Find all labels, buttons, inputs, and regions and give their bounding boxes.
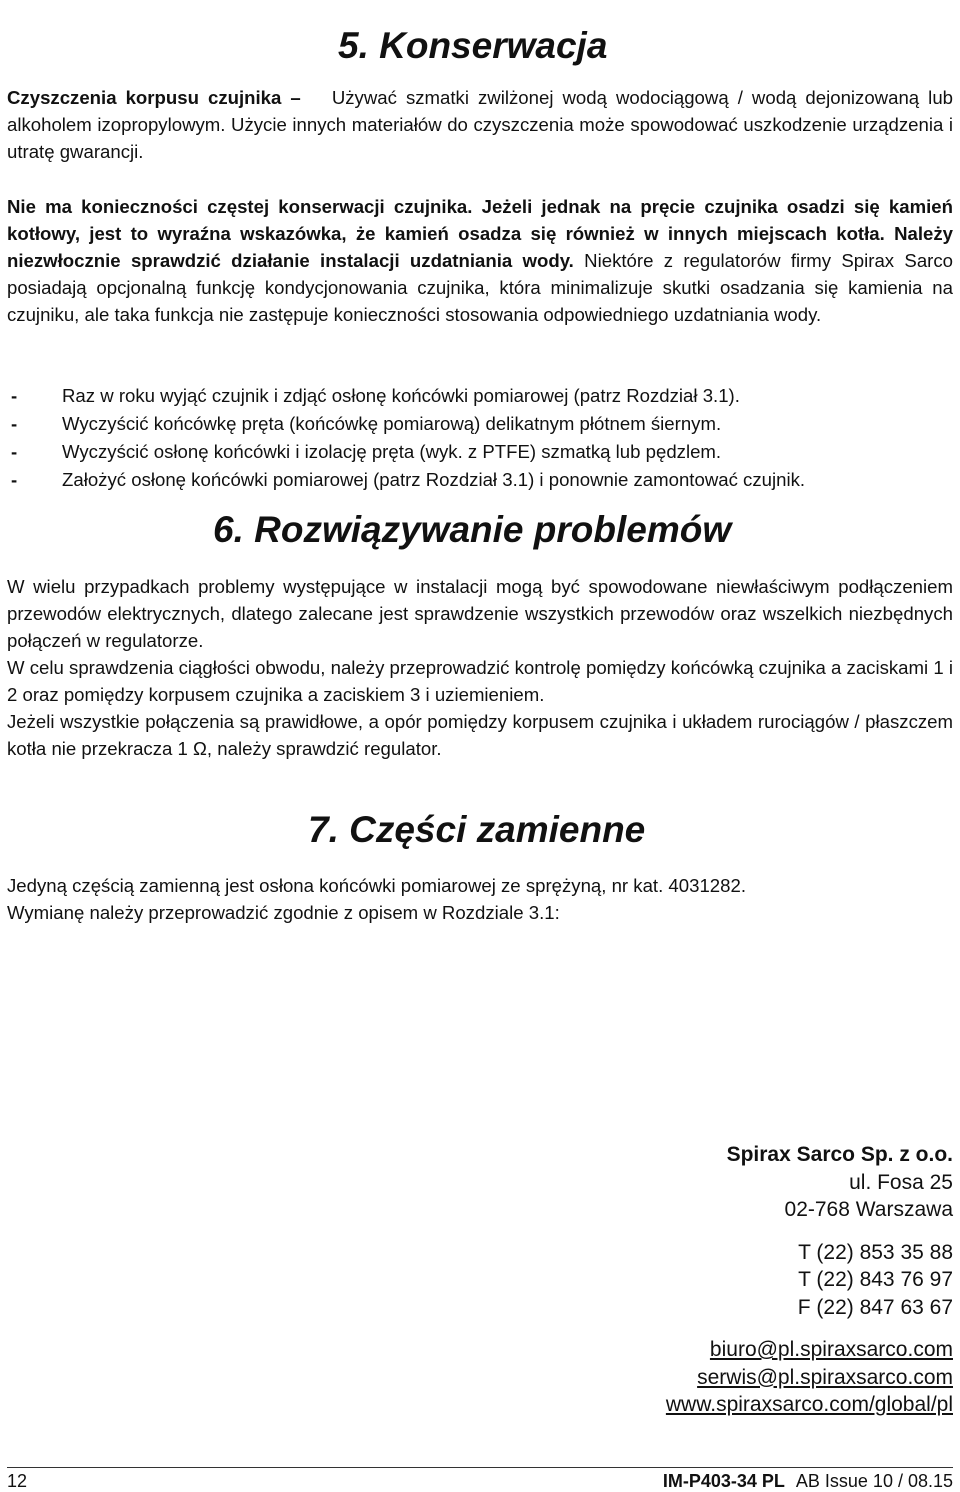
cleaning-paragraph [7, 84, 953, 165]
troubleshooting-paragraph: W wielu przypadkach problemy występujące w instalacji mogą być spowodowane niewłaściwym podłączeniem przewodów elektrycznych, dlatego zalecane jest sprawdzenie wszystkich przewodów oraz wszelkich niezbędnych połączeń w regulatorze. [7, 576, 953, 651]
company-name: Spirax Sarco Sp. z o.o. [726, 1143, 953, 1166]
maintenance-steps-list [7, 382, 953, 494]
list-item [7, 410, 953, 438]
bullet-marker: - [11, 385, 18, 406]
website-link[interactable]: www.spiraxsarco.com/global/pl [665, 1393, 953, 1416]
cleaning-text: Używać szmatki zwilżonej wodą wodociągową / wodą dejonizowaną lub alkoholem izopropylowym. Użycie innych materiałów do czyszczenia może spowodować uszkodzenie urządzenia i utratę gwarancji. [7, 87, 953, 162]
section-6-title: 6. Rozwiązywanie problemów [213, 509, 732, 550]
fax-number: F (22) 847 63 67 [797, 1295, 953, 1319]
company-contact-block [533, 1141, 953, 1419]
bullet-marker: - [11, 413, 18, 434]
list-item-text: Założyć osłonę końcówki pomiarowej (patrz Rozdział 3.1) i ponownie zamontować czujnik. [62, 469, 806, 490]
spare-parts-line: Jedyną częścią zamienną jest osłona końcówki pomiarowej ze sprężyną, nr kat. 4031282. [7, 875, 746, 896]
list-item [7, 382, 953, 410]
list-item-text: Wyczyścić osłonę końcówki i izolację pręta (wyk. z PTFE) szmatką lub pędzlem. [62, 441, 722, 462]
document-reference [663, 1470, 953, 1492]
footer-divider [7, 1467, 953, 1468]
email-link-office[interactable]: biuro@pl.spiraxsarco.com [709, 1338, 953, 1361]
maintenance-warning: Nie ma konieczności częstej konserwacji czujnika. Jeżeli jednak na pręcie czujnika osadzi się kamień kotłowy, jest to wyraźna wskazówka, że kamień osadza się również w innych miejscach kotła. Należy niezwłocznie sprawdzić działanie instalacji uzdatniania wody. [7, 196, 953, 271]
issue-info: AB Issue 10 / 08.15 [795, 1471, 953, 1491]
maintenance-paragraph [7, 193, 953, 328]
section-7-title: 7. Części zamienne [308, 809, 646, 850]
document-code: IM-P403-34 PL [662, 1471, 785, 1491]
cleaning-lead: Czyszczenia korpusu czujnika – [7, 87, 301, 108]
troubleshooting-paragraph: W celu sprawdzenia ciągłości obwodu, należy przeprowadzić kontrolę pomiędzy końcówką czujnika a zaciskami 1 i 2 oraz pomiędzy korpusem czujnika a zaciskiem 3 i uziemieniem. [7, 657, 953, 705]
phone-2: T (22) 843 76 97 [798, 1268, 953, 1291]
maintenance-text: Niektóre z regulatorów firmy Spirax Sarco posiadają opcjonalną funkcję kondycjonowania czujnika, która minimalizuje skutki osadzania się kamienia na czujniku, ale taka funkcja nie zastępuje konieczności stosowania odpowiedniego uzdatniania wody. [7, 250, 953, 325]
spare-parts-line: Wymianę należy przeprowadzić zgodnie z opisem w Rozdziale 3.1: [7, 902, 560, 923]
page-number: 12 [7, 1471, 28, 1491]
troubleshooting-paragraph: Jeżeli wszystkie połączenia są prawidłowe, a opór pomiędzy korpusem czujnika i układem rurociągów / płaszczem kotła nie przekracza 1 Ω, należy sprawdzić regulator. [7, 711, 953, 759]
section-5-title: 5. Konserwacja [338, 25, 608, 66]
list-item-text: Wyczyścić końcówkę pręta (końcówkę pomiarową) delikatnym płótnem śiernym. [62, 413, 722, 434]
phone-1: T (22) 853 35 88 [798, 1240, 953, 1264]
list-item [7, 466, 953, 494]
bullet-marker: - [11, 469, 18, 490]
city-address: 02-768 Warszawa [784, 1198, 953, 1221]
list-item [7, 438, 953, 466]
list-item-text: Raz w roku wyjąć czujnik i zdjąć osłonę końcówki pomiarowej (patrz Rozdział 3.1). [62, 385, 740, 406]
street-address: ul. Fosa 25 [849, 1170, 953, 1194]
bullet-marker: - [11, 441, 18, 462]
email-link-service[interactable]: serwis@pl.spiraxsarco.com [697, 1365, 953, 1389]
